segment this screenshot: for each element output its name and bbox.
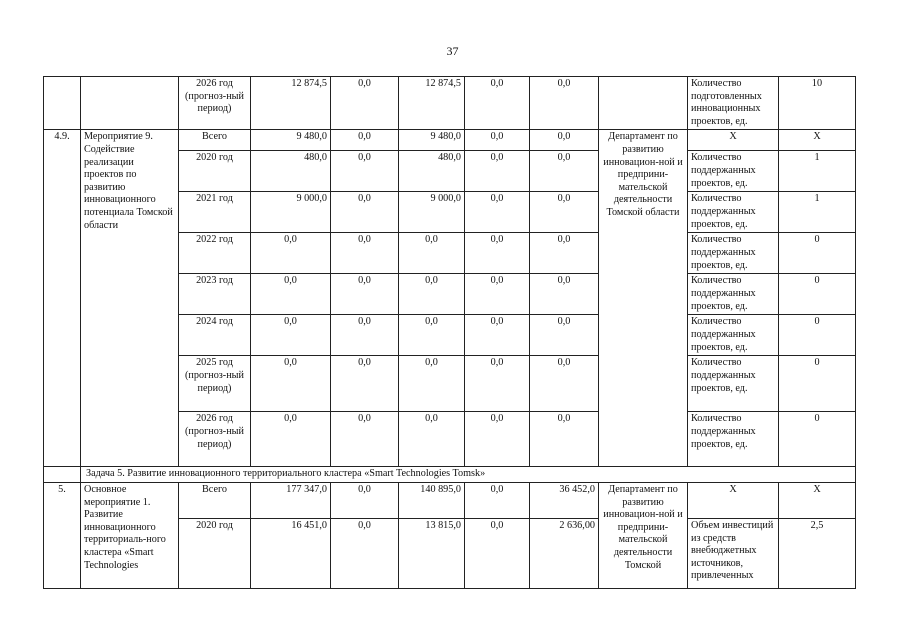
task-heading: Задача 5. Развитие инновационного территориального кластера «Smart Technologies Tomsk» [81,467,856,483]
indicator-value-cell: Х [779,482,856,518]
indicator-value-cell: Х [779,130,856,151]
indicator-value-cell: 0 [779,412,856,467]
value-cell: 0,0 [331,130,399,151]
value-cell: 0,0 [251,356,331,412]
value-cell: 0,0 [465,315,530,356]
value-cell: 0,0 [465,412,530,467]
year-cell: 2021 год [179,192,251,233]
indicator-value-cell: 10 [779,77,856,130]
value-cell: 0,0 [331,77,399,130]
value-cell: 0,0 [530,192,599,233]
executor-cell: Департамент по развитию инновацион-ной и предприни-мательской деятельности Томской [599,482,688,588]
indicator-cell: Количество подготовленных инновационных проектов, ед. [688,77,779,130]
measure-name: Основное мероприятие 1. Развитие инновационного территориаль-ного кластера «Smart Technologies [81,482,179,588]
value-cell: 0,0 [530,233,599,274]
value-cell: 0,0 [465,192,530,233]
year-cell: 2020 год [179,518,251,588]
year-cell: Всего [179,130,251,151]
value-cell: 0,0 [399,274,465,315]
indicator-value-cell: 1 [779,151,856,192]
value-cell: 0,0 [530,274,599,315]
value-cell: 0,0 [331,412,399,467]
indicator-cell: Количество поддержанных проектов, ед. [688,412,779,467]
value-cell: 9 000,0 [399,192,465,233]
measure-name: Мероприятие 9. Содействие реализации проектов по развитию инновационного потенциала Томской области [81,130,179,467]
year-cell: 2025 год (прогноз-ный период) [179,356,251,412]
indicator-cell: Количество поддержанных проектов, ед. [688,192,779,233]
value-cell: 0,0 [331,482,399,518]
indicator-cell: Количество поддержанных проектов, ед. [688,274,779,315]
name-cell [81,77,179,130]
value-cell: 0,0 [399,315,465,356]
value-cell: 0,0 [530,151,599,192]
measure-number: 5. [44,482,81,588]
value-cell: 0,0 [530,356,599,412]
year-cell: 2023 год [179,274,251,315]
value-cell: 0,0 [399,233,465,274]
value-cell: 0,0 [465,233,530,274]
value-cell: 140 895,0 [399,482,465,518]
value-cell: 9 000,0 [251,192,331,233]
page-number: 37 [446,44,459,58]
value-cell: 0,0 [465,518,530,588]
num-cell [44,467,81,483]
value-cell: 0,0 [465,274,530,315]
measure-number: 4.9. [44,130,81,467]
value-cell: 0,0 [530,315,599,356]
num-cell [44,77,81,130]
value-cell: 12 874,5 [399,77,465,130]
value-cell: 480,0 [251,151,331,192]
table-row [44,130,856,151]
value-cell: 36 452,0 [530,482,599,518]
value-cell: 0,0 [465,356,530,412]
year-cell: 2022 год [179,233,251,274]
value-cell: 0,0 [251,233,331,274]
indicator-value-cell: 0 [779,274,856,315]
value-cell: 0,0 [530,77,599,130]
value-cell: 0,0 [331,192,399,233]
value-cell: 16 451,0 [251,518,331,588]
value-cell: 177 347,0 [251,482,331,518]
value-cell: 0,0 [251,274,331,315]
value-cell: 0,0 [251,315,331,356]
value-cell: 9 480,0 [251,130,331,151]
value-cell: 12 874,5 [251,77,331,130]
indicator-value-cell: 1 [779,192,856,233]
value-cell: 0,0 [465,130,530,151]
value-cell: 0,0 [331,356,399,412]
value-cell: 2 636,00 [530,518,599,588]
indicator-cell: Х [688,130,779,151]
year-cell: 2024 год [179,315,251,356]
indicator-cell: Количество поддержанных проектов, ед. [688,356,779,412]
value-cell: 0,0 [331,274,399,315]
value-cell: 480,0 [399,151,465,192]
table-row [44,482,856,518]
table-row [44,77,856,130]
table-row [44,467,856,483]
value-cell: 0,0 [331,315,399,356]
indicator-cell: Х [688,482,779,518]
value-cell: 0,0 [331,233,399,274]
year-cell: 2026 год (прогноз-ный период) [179,77,251,130]
year-cell: 2026 год (прогноз-ный период) [179,412,251,467]
indicator-value-cell: 0 [779,356,856,412]
value-cell: 0,0 [399,412,465,467]
value-cell: 0,0 [251,412,331,467]
executor-cell [599,77,688,130]
executor-cell: Департамент по развитию инновацион-ной и предприни-мательской деятельности Томской области [599,130,688,467]
year-cell: 2020 год [179,151,251,192]
year-cell: Всего [179,482,251,518]
value-cell: 0,0 [331,151,399,192]
value-cell: 0,0 [530,412,599,467]
indicator-value-cell: 0 [779,315,856,356]
indicator-cell: Объем инвестиций из средств внебюджетных источников, привлеченных [688,518,779,588]
program-table [43,76,856,589]
value-cell: 13 815,0 [399,518,465,588]
value-cell: 0,0 [399,356,465,412]
indicator-value-cell: 0 [779,233,856,274]
indicator-value-cell: 2,5 [779,518,856,588]
value-cell: 0,0 [465,482,530,518]
value-cell: 0,0 [465,151,530,192]
value-cell: 0,0 [331,518,399,588]
value-cell: 0,0 [465,77,530,130]
indicator-cell: Количество поддержанных проектов, ед. [688,315,779,356]
indicator-cell: Количество поддержанных проектов, ед. [688,233,779,274]
value-cell: 0,0 [530,130,599,151]
indicator-cell: Количество поддержанных проектов, ед. [688,151,779,192]
value-cell: 9 480,0 [399,130,465,151]
